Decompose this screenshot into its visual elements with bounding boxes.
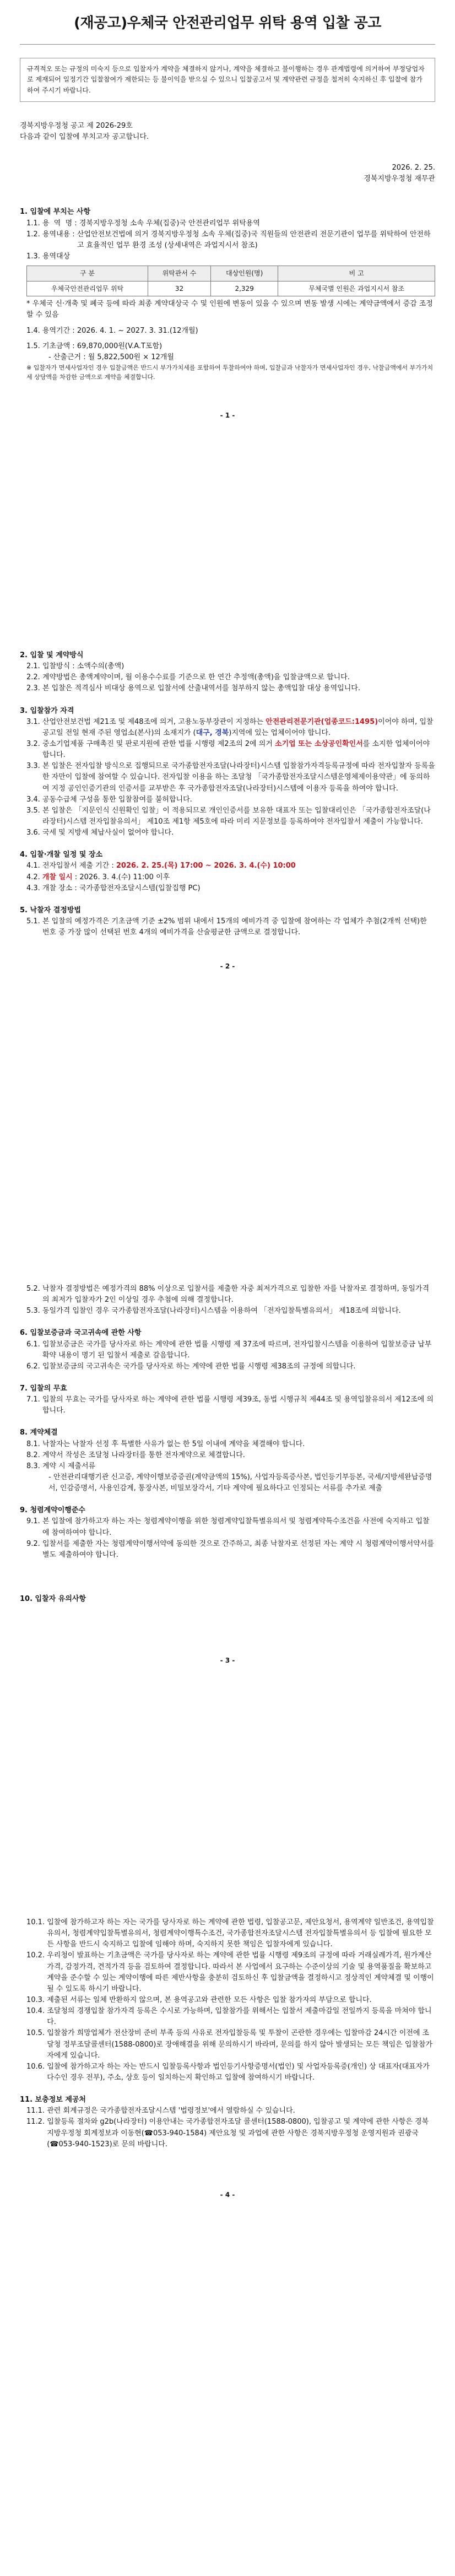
item-2-2: 2.2. 계약방법은 총액계약이며, 월 이용수수료를 기준으로 한 연간 추정액(총액)을 입찰금액으로 합니다. xyxy=(26,673,350,682)
item-3-2: 3.2. 중소기업제품 구매촉진 및 판로지원에 관한 법률 시행령 제2조의 2에 의거 소기업 또는 소상공인확인서를 소지한 업체이어야 합니다. xyxy=(26,739,430,760)
item-6-2: 6.2. 입찰보증금의 국고귀속은 국가를 당사자로 하는 계약에 관한 법률 시행령 제38조의 규정에 의합니다. xyxy=(26,1362,356,1371)
table-header-cell: 구 분 xyxy=(27,266,148,282)
item-3-3: 3.3. 본 입찰은 전자입찰 방식으로 집행되므로 국가종합전자조달(나라장터)시스템 입찰참가자격등록규정에 따라 전자입찰자 등록을 한 자만이 입찰에 참여할 수 있습니다. 전자입찰 이용을 하는 조달청 「국가종합전자조달시스템운영체제이용약관」에 동의하여 지정 공인인증기관의 인증서를 교부받은 후 국가종합전자조달(나라장터)시스템에 이용자 등록을 하여야 합니다. xyxy=(26,762,435,793)
section-10-heading: 10. 입찰자 유의사항 xyxy=(20,1594,86,1603)
item-10-5: 10.5. 입찰참가 희망업체가 전산장비 준비 부족 등의 사유로 전자입찰등록 및 투찰이 곤란한 경우에는 입찰마감 24시간 이전에 조달청 정부조달콜센터(1588-0800)로 장애해결을 위해 문의하시기 바라며, 문의를 하지 않아 발생되는 모든 책임은 입찰참가자에게 있습니다. xyxy=(26,2029,433,2060)
section-2-heading: 2. 입찰 및 계약방식 xyxy=(20,651,84,659)
section-7-heading: 7. 입찰의 무효 xyxy=(20,1384,67,1393)
item-8-3-docs: - 안전관리대행기관 신고증, 계약이행보증증권(계약금액의 15%), 사업자등록증사본, 법인등기부등본, 국세/지방세완납증명서, 인감증명서, 사용인감계, 통장사본, 비밀보장각서, 기타 계약에 필요하다고 인정되는 서류를 추가로 제출 xyxy=(48,1473,432,1493)
table-cell: 32 xyxy=(148,281,210,296)
item-2-1: 2.1. 입찰방식 : 소액수의(총액) xyxy=(26,662,124,671)
item-3-1: 3.1. 산업안전보건법 제21조 및 제48조에 의거, 고용노동부장관이 지정하는 안전관리전문기관(업종코드:1495)이어야 하며, 입찰공고일 전일 현재 주된 영업소(본사)의 소재지가 (대구, 경북)지역에 있는 업체이어야 합니다. xyxy=(26,717,434,737)
announcement-intro: 다음과 같이 입찰에 부치고자 공고합니다. xyxy=(20,133,149,141)
item-8-2: 8.2. 계약서 작성은 조달청 나라장터를 통한 전자계약으로 체결합니다. xyxy=(26,1451,245,1459)
item-8-1: 8.1. 낙찰자는 낙찰자 선정 후 특별한 사유가 없는 한 5일 이내에 계약을 체결해야 합니다. xyxy=(26,1439,305,1448)
item-3-4: 3.4. 공동수급체 구성을 통한 입찰참여를 불허합니다. xyxy=(26,795,192,804)
item-5-1: 5.1. 본 입찰의 예정가격은 기초금액 기준 ±2% 범위 내에서 15개의 예비가격 중 입찰에 참여하는 각 업체가 추첨(2개씩 선택)한 번호 중 가장 많이 선택된 번호 4개의 예비가격을 산술평균한 금액으로 결정합니다. xyxy=(26,917,427,937)
item-7-1: 7.1. 입찰의 무효는 국가를 당사자로 하는 계약에 관한 법률 시행령 제39조, 동법 시행규칙 제44조 및 용역입찰유의서 제12조에 의합니다. xyxy=(26,1395,434,1415)
item-1-3-note: * 우체국 신·개축 및 폐국 등에 따라 최종 계약대상국 수 및 인원에 변동이 있을 수 있으며 변동 발생 시에는 계약금액에서 증감 조정할 수 있음 xyxy=(26,300,433,320)
table-cell: 2,329 xyxy=(210,281,278,296)
section-4-heading: 4. 입찰·개찰 일정 및 장소 xyxy=(20,851,103,859)
section-6-heading: 6. 입찰보증금과 국고귀속에 관한 사항 xyxy=(20,1329,142,1338)
item-1-3: 1.3. 용역대상 xyxy=(26,252,71,261)
section-1-heading: 1. 입찰에 부치는 사항 xyxy=(20,208,91,217)
section-11-heading: 11. 보충정보 제공처 xyxy=(20,2096,86,2104)
table-header-cell: 비 고 xyxy=(278,266,435,282)
announcement-date: 2026. 2. 25. xyxy=(392,164,435,172)
page-number: - 2 - xyxy=(220,962,235,971)
title-divider xyxy=(20,44,435,45)
item-5-3: 5.3. 동일가격 입찰인 경우 국가종합전자조달(나라장터)시스템을 이용하여 「전자입찰특별유의서」 제18조에 의합니다. xyxy=(26,1307,401,1316)
table-row xyxy=(27,281,435,296)
item-1-5: 1.5. 기초금액 : 69,870,000원(V.A.T포함) xyxy=(26,342,162,350)
item-5-2: 5.2. 낙찰자 결정방법은 예정가격의 88% 이상으로 입찰서를 제출한 자중 최저가격으로 입찰한 자를 낙찰자로 결정하며, 동일가격의 최저가 입찰자가 2인 이상일 경우 추첨에 의해 결정합니다. xyxy=(26,1285,430,1305)
service-target-table xyxy=(26,266,435,296)
item-4-2: 4.2. 개찰 일시 : 2026. 3. 4.(수) 11:00 이후 xyxy=(26,873,170,881)
page-number: - 4 - xyxy=(220,2190,235,2199)
page-number: - 1 - xyxy=(220,412,235,420)
item-3-6: 3.6. 국세 및 지방세 체납사실이 없어야 합니다. xyxy=(26,829,174,837)
item-2-3: 2.3. 본 입찰은 적격심사 비대상 용역으로 입찰서에 산출내역서를 첨부하지 않는 총액입찰 대상 용역입니다. xyxy=(26,684,360,693)
announcement-issuer: 경북지방우정청 재무관 xyxy=(364,175,435,183)
item-1-5-note: ※ 입찰자가 면세사업자인 경우 입찰금액은 반드시 부가가치세를 포함하여 투찰하여야 하며, 입찰금과 낙찰자가 면세사업자인 경우, 낙찰금액에서 부가가치세 상당액을 차감한 금액으로 계약을 체결합니다. xyxy=(26,364,434,381)
item-8-3: 8.3. 계약 시 제출서류 xyxy=(26,1462,96,1470)
announcement-number: 경북지방우정청 공고 제 2026-29호 xyxy=(20,121,133,130)
section-3-heading: 3. 입찰참가 자격 xyxy=(20,706,74,715)
table-cell: 우체국안전관리업무 위탁 xyxy=(27,281,148,296)
table-header-cell: 위탁관서 수 xyxy=(148,266,210,282)
warning-notice-text: 규격적오 또는 규정의 미숙지 등으로 입찰자가 계약을 체결하지 않거나, 계약을 체결하고 불이행하는 경우 관계법령에 의거하여 부정당업자로 제재되어 일정기간 입찰참여가 제한되는 등 불이익을 받으실 수 있으니 입찰공고서 및 계약관련 규정을 철저히 숙지하신 후 입찰에 참가하여 주시기 바랍니다. xyxy=(27,65,425,94)
table-header-cell: 대상인원(명) xyxy=(210,266,278,282)
item-11-1: 11.1. 관련 회계규정은 국가종합전자조달시스템 '법령정보'에서 열람하실 수 있습니다. xyxy=(26,2107,295,2115)
section-5-heading: 5. 낙찰자 결정방법 xyxy=(20,906,81,914)
item-10-2: 10.2. 우리청이 발표하는 기초금액은 국가를 당사자로 하는 계약에 관한 법률 시행령 제9조의 규정에 따라 거래실례가격, 원가계산가격, 감정가격, 견적가격 등을 검토하여 결정합니다. 따라서 본 사업에서 요구하는 수준이상의 기술 및 용역품질을 확보하고 계약을 준수할 수 있는 계약이행에 따른 제반사항을 충분히 검토하신 후 입찰금액을 결정하시고 정상적인 계약체결 및 이행이 될 수 있도록 하시기 바랍니다. xyxy=(26,1951,434,1993)
item-1-1: 1.1. 용 역 명 : 경북지방우정청 소속 우체(집중)국 안전관리업무 위탁용역 xyxy=(26,219,260,228)
item-9-2: 9.2. 입찰서를 제출한 자는 청렴계약이행서약에 동의한 것으로 간주하고, 최종 낙찰자로 선정된 자는 계약 시 청렴계약이행서약서를 별도 제출하여야 합니다. xyxy=(26,1539,434,1559)
item-3-5: 3.5. 본 입찰은 「지문인식 신원확인 입찰」이 적용되므로 개인인증서를 보유한 대표자 또는 입찰대리인은 「국가종합전자조달(나라장터)시스템 전자입찰유의서」 제10조 제1항 제5호에 따라 미리 지문정보를 등록하여야 전자입찰서 제출이 가능합니다. xyxy=(26,806,431,826)
section-8-heading: 8. 계약체결 xyxy=(20,1428,58,1437)
page-1 xyxy=(0,0,455,427)
page-3 xyxy=(0,1284,455,1673)
item-9-1: 9.1. 본 입찰에 참가하고자 하는 자는 청렴계약이행을 위한 청렴계약입찰특별유의서 및 청렴계약특수조건을 사전에 숙지하고 입찰에 참여하여야 합니다. xyxy=(26,1517,430,1537)
item-1-5-basis: - 산출근거 : 월 5,822,500원 × 12개월 xyxy=(48,353,174,361)
item-1-4: 1.4. 용역기간 : 2026. 4. 1. ~ 2027. 3. 31.(12개월) xyxy=(26,326,198,335)
item-10-6: 10.6. 입찰에 참가하고자 하는 자는 반드시 입찰등록사항과 법인등기사항증명서(법인) 및 사업자등록증(개인) 상 대표자(대표자가 다수인 경우 전부), 주소, 상호 등이 일치하는지 확인하고 입찰에 참여하시기 바랍니다. xyxy=(26,2062,430,2082)
item-10-1: 10.1. 입찰에 참가하고자 하는 자는 국가를 당사자로 하는 계약에 관한 법령, 입찰공고문, 제안요청서, 용역계약 일반조건, 용역입찰유의서, 청렴계약입찰특별유의서, 청렴계약이행특수조건, 국가종합전자조달시스템 전자입찰특별유의서 등 입찰에 필요한 모든 사항을 반드시 숙지하고 입찰에 임해야 하며, 숙지하지 못한 책임은 입찰자에게 있습니다. xyxy=(26,1918,434,1949)
page-2 xyxy=(0,650,455,978)
document-title: (재공고)우체국 안전관리업무 위탁 용역 입찰 공고 xyxy=(74,15,381,31)
warning-notice-box xyxy=(20,58,435,102)
item-1-2: 1.2. 용역내용 : 산업안전보건법에 의거 경북지방우정청 소속 우체(집중)국 직원들의 안전관리 전문기관이 업무를 위탁하여 안전하고 효율적인 업무 환경 조성 (상세내역은 과업지시서 참조) xyxy=(26,230,431,250)
item-11-2: 11.2. 입찰등록 절차와 g2b(나라장터) 이용안내는 국가종합전자조달 콜센터(1588-0800), 입찰공고 및 계약에 관한 사항은 경북지방우정청 회계정보과 이동현(☎053-940-1584) 제안요청 및 과업에 관한 사항은 경북지방우정청 운영지원과 권광국(☎053-940-1523)로 문의 바랍니다. xyxy=(26,2118,429,2149)
item-10-4: 10.4. 조달청의 경쟁입찰 참가자격 등록은 수시로 가능하며, 입찰참가를 위해서는 입찰서 제출마감일 전일까지 등록을 마쳐야 합니다. xyxy=(26,2007,432,2027)
page-number: - 3 - xyxy=(220,1657,235,1665)
section-9-heading: 9. 청렴계약이행준수 xyxy=(20,1506,85,1515)
item-4-1: 4.1. 전자입찰서 제출 기간 : 2026. 2. 25.(목) 17:00 ~ 2026. 3. 4.(수) 10:00 xyxy=(26,862,296,870)
item-4-3: 4.3. 개찰 장소 : 국가종합전자조달시스템(입찰집행 PC) xyxy=(26,884,201,892)
item-10-3: 10.3. 제출된 서류는 일체 반환하지 않으며, 본 용역공고와 관련한 모든 사항은 입찰 참가자의 부담으로 합니다. xyxy=(26,1995,372,2004)
page-4 xyxy=(0,1917,455,2206)
table-cell: 무체국별 인원은 과업지시서 참조 xyxy=(278,281,435,296)
item-6-1: 6.1. 입찰보증금은 국가를 당사자로 하는 계약에 관한 법률 시행령 제 37조에 따르며, 전자입찰시스템을 이용하여 입찰보증금 납부확약 내용이 명기 된 입찰서 제출로 갈음합니다. xyxy=(26,1340,432,1360)
